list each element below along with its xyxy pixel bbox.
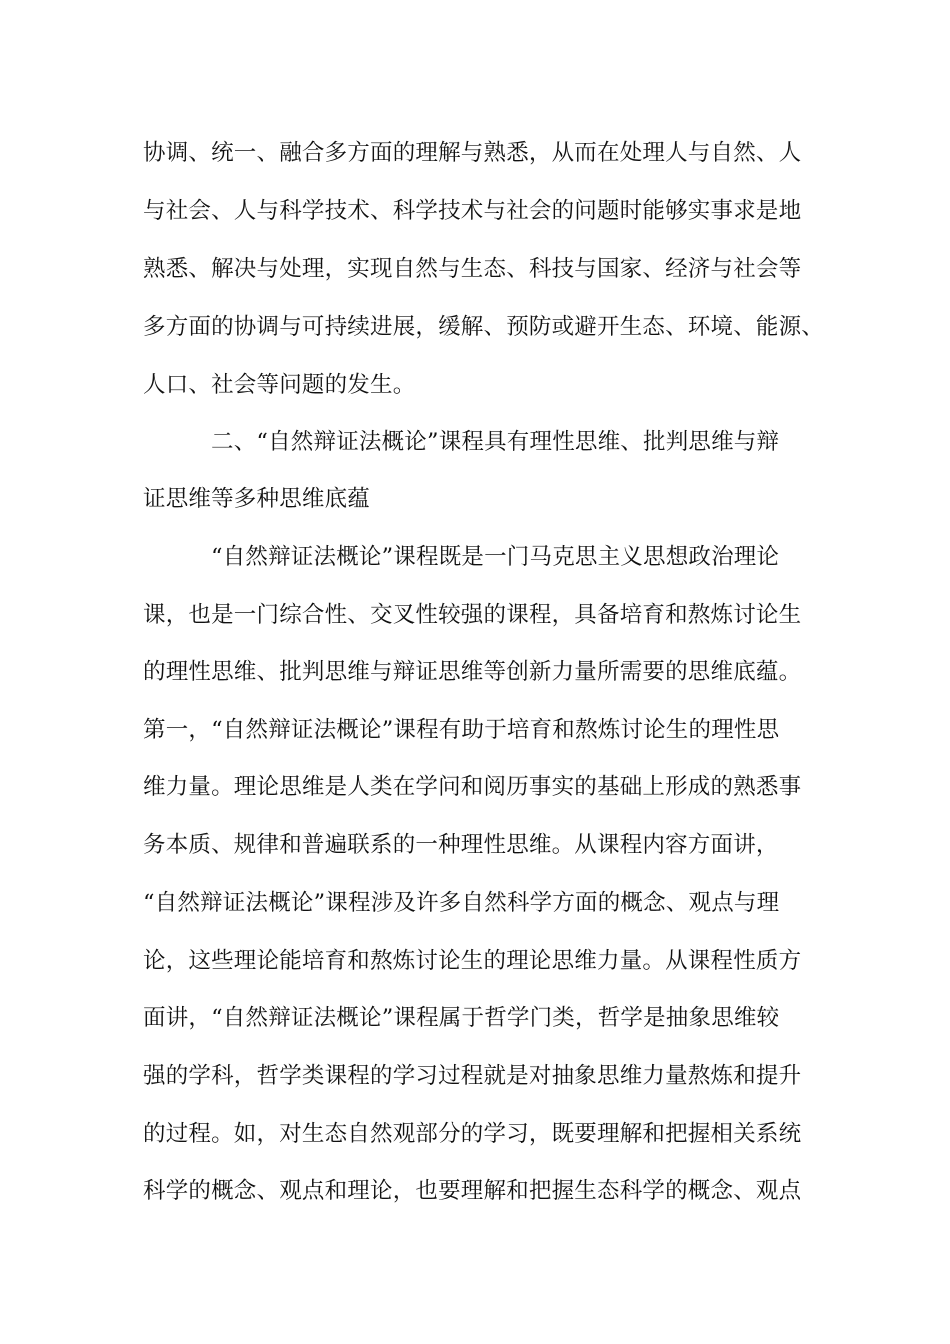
text-line: 与社会、人与科学技术、科学技术与社会的问题时能够实事求是地 — [143, 198, 802, 224]
text-line: 面讲，“自然辩证法概论”课程属于哲学门类，哲学是抽象思维较 — [143, 1005, 780, 1031]
text-line: 的理性思维、批判思维与辩证思维等创新力量所需要的思维底蕴。 — [143, 659, 802, 685]
text-line: “自然辩证法概论”课程涉及许多自然科学方面的概念、观点与理 — [143, 890, 780, 916]
text-line: 科学的概念、观点和理论，也要理解和把握生态科学的概念、观点 — [143, 1178, 802, 1204]
text-line: 维力量。理论思维是人类在学问和阅历事实的基础上形成的熟悉事 — [143, 774, 802, 800]
text-line: 的过程。如，对生态自然观部分的学习，既要理解和把握相关系统 — [143, 1121, 802, 1147]
text-line: 人口、社会等问题的发生。 — [143, 372, 416, 398]
text-line: 论，这些理论能培育和熬炼讨论生的理论思维力量。从课程性质方 — [143, 948, 802, 974]
text-line: 熟悉、解决与处理，实现自然与生态、科技与国家、经济与社会等 — [143, 256, 802, 282]
section-heading-line: 证思维等多种思维底蕴 — [143, 486, 371, 512]
text-line: 协调、统一、融合多方面的理解与熟悉，从而在处理人与自然、人 — [143, 140, 802, 166]
text-line: 务本质、规律和普遍联系的一种理性思维。从课程内容方面讲， — [143, 832, 779, 858]
text-line: 多方面的协调与可持续进展，缓解、预防或避开生态、环境、能源、 — [143, 314, 825, 340]
text-line: 课，也是一门综合性、交叉性较强的课程，具备培育和熬炼讨论生 — [143, 602, 802, 628]
text-line: 强的学科，哲学类课程的学习过程就是对抽象思维力量熬炼和提升 — [143, 1063, 802, 1089]
section-heading-line: 二、“自然辩证法概论”课程具有理性思维、批判思维与辩 — [211, 429, 780, 455]
text-line: “自然辩证法概论”课程既是一门马克思主义思想政治理论 — [211, 544, 780, 570]
text-line: 第一，“自然辩证法概论”课程有助于培育和熬炼讨论生的理性思 — [143, 717, 780, 743]
